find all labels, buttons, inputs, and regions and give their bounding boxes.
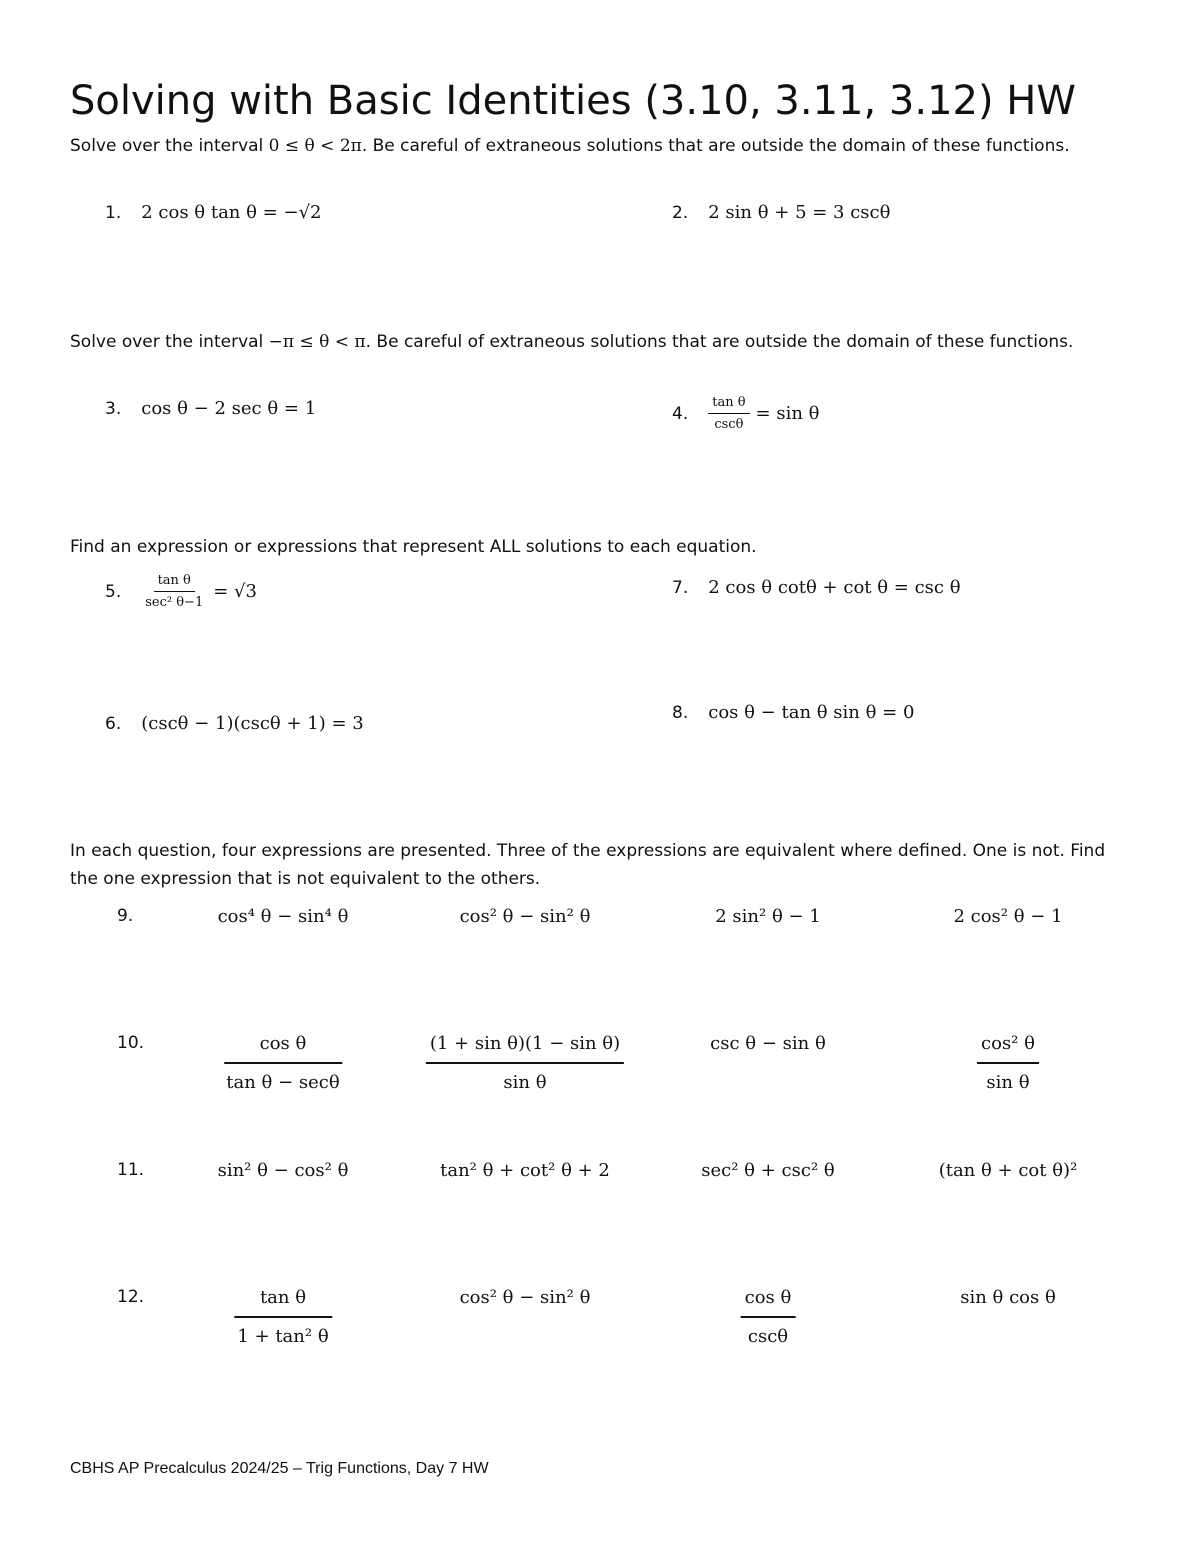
numerator: cos θ — [224, 1033, 342, 1064]
expression-c: csc θ − sin θ — [710, 1033, 826, 1054]
expression-b — [426, 1033, 624, 1093]
fraction — [977, 1033, 1039, 1093]
expression-a: sin² θ − cos² θ — [217, 1160, 349, 1181]
fraction — [741, 1287, 796, 1347]
problem-7 — [672, 577, 961, 598]
problem-number: 5. — [105, 581, 122, 602]
fraction — [141, 573, 207, 610]
problem-8 — [672, 702, 914, 723]
interval-math: 0 ≤ θ < 2π — [268, 136, 362, 156]
problem-4 — [672, 395, 820, 432]
expression-a: cos⁴ θ − sin⁴ θ — [217, 906, 349, 927]
fraction — [233, 1287, 332, 1347]
expression-b: tan² θ + cot² θ + 2 — [440, 1160, 610, 1181]
numerator: (1 + sin θ)(1 − sin θ) — [426, 1033, 624, 1064]
instruction-interval-pi — [70, 328, 1130, 356]
expression-c — [741, 1287, 796, 1347]
denominator: sin θ — [503, 1072, 547, 1093]
page-footer: CBHS AP Precalculus 2024/25 – Trig Functions, Day 7 HW — [70, 1460, 489, 1477]
problem-number: 2. — [672, 202, 689, 223]
interval-math: −π ≤ θ < π — [268, 332, 366, 352]
question-12 — [117, 1287, 1117, 1347]
equation: (cscθ − 1)(cscθ + 1) = 3 — [141, 713, 364, 734]
numerator: cos θ — [741, 1287, 796, 1318]
denominator: tan θ − secθ — [226, 1072, 340, 1093]
fraction — [426, 1033, 624, 1093]
problem-number: 7. — [672, 577, 689, 598]
expression-d: (tan θ + cot θ)² — [938, 1160, 1078, 1181]
instruction-text: Solve over the interval — [70, 136, 269, 156]
instruction-all-solutions: Find an expression or expressions that represent ALL solutions to each equation. — [70, 537, 757, 557]
equation: 2 cos θ tan θ = −√2 — [141, 202, 322, 223]
equation: cos θ − tan θ sin θ = 0 — [708, 702, 915, 723]
question-11 — [117, 1160, 1117, 1220]
problem-number: 6. — [105, 713, 122, 734]
expression-c: 2 sin² θ − 1 — [715, 906, 821, 927]
fraction — [222, 1033, 343, 1093]
question-number: 12. — [117, 1287, 145, 1307]
expression-d — [977, 1033, 1039, 1093]
problem-number: 1. — [105, 202, 122, 223]
instruction-text: Solve over the interval — [70, 332, 269, 352]
expression-a — [233, 1287, 332, 1347]
equation: cos θ − 2 sec θ = 1 — [141, 398, 317, 419]
expression-d: 2 cos² θ − 1 — [953, 906, 1063, 927]
equation: 2 cos θ cotθ + cot θ = csc θ — [708, 577, 961, 598]
instruction-not-equivalent: In each question, four expressions are presented. Three of the expressions are equivalent where defined. One is not. Find the one expression that is not equivalent to the others. — [70, 841, 1106, 889]
denominator: cscθ — [747, 1326, 789, 1347]
problem-number: 4. — [672, 403, 689, 424]
expression-b: cos² θ − sin² θ — [459, 1287, 591, 1308]
numerator: tan θ — [154, 573, 195, 592]
problem-number: 8. — [672, 702, 689, 723]
problem-3 — [105, 398, 316, 419]
question-10 — [117, 1033, 1117, 1093]
question-9 — [117, 906, 1117, 966]
instruction-text: . Be careful of extraneous solutions that are outside the domain of these functions. — [365, 332, 1074, 352]
problem-1 — [105, 202, 322, 223]
denominator: 1 + tan² θ — [237, 1326, 329, 1347]
denominator: sin θ — [986, 1072, 1030, 1093]
denominator: cscθ — [714, 417, 744, 432]
instruction-interval-0-2pi — [70, 132, 1130, 160]
problem-6 — [105, 713, 364, 734]
question-number: 11. — [117, 1160, 145, 1180]
question-number: 9. — [117, 906, 134, 926]
numerator: tan θ — [708, 395, 749, 414]
page-title: Solving with Basic Identities (3.10, 3.11, 3.12) HW — [70, 78, 1076, 124]
problem-number: 3. — [105, 398, 122, 419]
fraction — [708, 395, 749, 432]
expression-d: sin θ cos θ — [960, 1287, 1056, 1308]
equation-rhs: = sin θ — [755, 403, 820, 424]
numerator: tan θ — [234, 1287, 332, 1318]
numerator: cos² θ — [977, 1033, 1039, 1064]
equation-rhs: = √3 — [213, 581, 257, 602]
expression-b: cos² θ − sin² θ — [459, 906, 591, 927]
denominator: sec² θ−1 — [145, 595, 204, 610]
expression-c: sec² θ + csc² θ — [701, 1160, 835, 1181]
equation: 2 sin θ + 5 = 3 cscθ — [708, 202, 891, 223]
problem-2 — [672, 202, 890, 223]
question-number: 10. — [117, 1033, 145, 1053]
instruction-text: . Be careful of extraneous solutions that are outside the domain of these functions. — [361, 136, 1070, 156]
expression-a — [222, 1033, 343, 1093]
problem-5 — [105, 573, 257, 610]
